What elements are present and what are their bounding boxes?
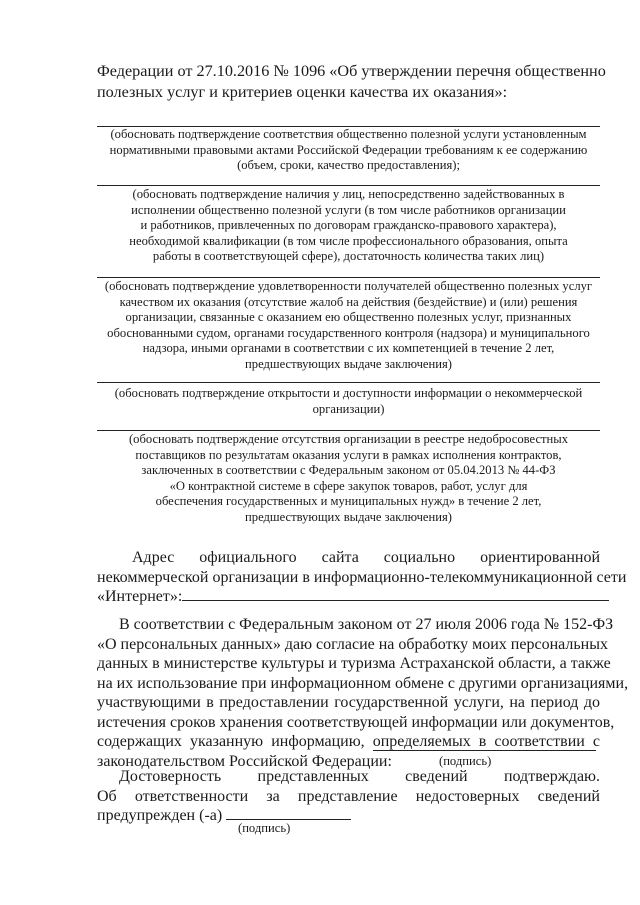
consent-line: на их использование при информационном обмене с другими организациями, (97, 674, 629, 692)
note-compliance (97, 127, 600, 174)
note-line: работы в соответствующей сфере), достаточность количества таких лиц) (152, 249, 545, 263)
note-line: организации, связанные с оказанием ею общественно полезных услуг, признанных (125, 310, 572, 324)
signature-line-2 (226, 819, 351, 820)
intro-line-1: Федерации от 27.10.2016 № 1096 «Об утверждении перечня общественно (97, 62, 606, 80)
consent-line: В соответствии с Федеральным законом от 27 июля 2006 года № 152-ФЗ (119, 616, 614, 633)
reliability-line-2: Об ответственности за представление недостоверных сведений (97, 787, 600, 805)
note-line: и работников, привлеченных по договорам гражданско-правового характера), (140, 218, 557, 232)
signature-label-1: (подпись) (439, 754, 492, 768)
reliability-line-1: Достоверность представленных сведений подтверждаю. (119, 768, 600, 785)
website-line-1: Адрес официального сайта социально ориентированной (132, 549, 600, 566)
reliability-paragraph (97, 767, 600, 806)
signature-label-2: (подпись) (238, 821, 291, 835)
note-line: необходимой квалификации (в том числе профессионального образования, опыта (129, 233, 568, 248)
note-line: предшествующих выдаче заключения) (245, 509, 452, 524)
consent-line: данных в министерстве культуры и туризма Астраханской области, а также (97, 655, 611, 672)
website-fill-line (182, 600, 609, 601)
note-registry (97, 432, 600, 525)
fill-line-2 (97, 185, 600, 186)
note-line: надзора, иными органами в соответствии с их компетенцией в течение 2 лет, (142, 341, 555, 355)
note-line: (обосновать подтверждение отсутствия организации в реестре недобросовестных (128, 432, 569, 446)
website-line-2: некоммерческой организации в информационно-телекоммуникационной сети (97, 568, 627, 586)
website-paragraph (97, 548, 627, 587)
fill-line-3 (97, 277, 600, 278)
note-line: нормативными правовыми актами Российской Федерации требованиям к ее содержанию (109, 142, 588, 157)
fill-line-4 (97, 382, 600, 383)
note-qualification (97, 187, 600, 265)
note-line: поставщиков по результатам оказания услуги в рамках исполнения контрактов, (135, 447, 562, 462)
note-line: качеством их оказания (отсутствие жалоб на действия (бездействие) и (или) решения (119, 294, 578, 309)
fill-line-5 (97, 430, 600, 431)
consent-line: «О персональных данных» даю согласие на обработку моих персональных (97, 635, 608, 653)
note-openness (97, 386, 600, 417)
consent-line: содержащих указанную информацию, определяемых в соответствии с (97, 733, 600, 750)
note-line: организации) (312, 401, 385, 416)
note-line: (обосновать подтверждение наличия у лиц, непосредственно задействованных в (132, 187, 565, 201)
reliability-line-3: предупрежден (-а) (97, 807, 223, 824)
consent-paragraph (97, 615, 629, 771)
note-line: предшествующих выдаче заключения) (245, 356, 452, 371)
note-line: (объем, сроки, качество предоставления); (237, 158, 460, 172)
consent-line: истечения сроков хранения соответствующей информации или документов, (97, 713, 615, 731)
intro-line-2: полезных услуг и критериев оценки качества их оказания»: (97, 83, 508, 101)
reliability-line-3-row (97, 806, 600, 826)
note-line: обоснованными судом, органами государственного контроля (надзора) и муниципального (107, 325, 590, 340)
consent-line: участвующими в предоставлении государственной услуги, на период до (97, 694, 600, 711)
note-line: (обосновать подтверждение соответствия общественно полезной услуги установленным (110, 127, 587, 141)
website-line-3-row (97, 587, 600, 607)
note-line: «О контрактной системе в сфере закупок товаров, работ, услуг для (169, 478, 528, 493)
note-line: исполнении общественно полезной услуги (в том числе работников организации (131, 202, 566, 217)
note-line: (обосновать подтверждение открытости и доступности информации о некоммерческой (114, 386, 583, 400)
note-line: заключенных в соответствии с Федеральным законом от 05.04.2013 № 44-ФЗ (141, 463, 556, 477)
consent-line: законодательством Российской Федерации: (97, 752, 392, 770)
note-line: (обосновать подтверждение удовлетворенности получателей общественно полезных услуг (104, 279, 593, 293)
note-line: обеспечения государственных и муниципальных нужд» в течение 2 лет, (155, 494, 542, 508)
website-line-3: «Интернет»: (97, 588, 183, 605)
note-satisfaction (97, 279, 600, 372)
signature-line-1 (373, 750, 596, 751)
